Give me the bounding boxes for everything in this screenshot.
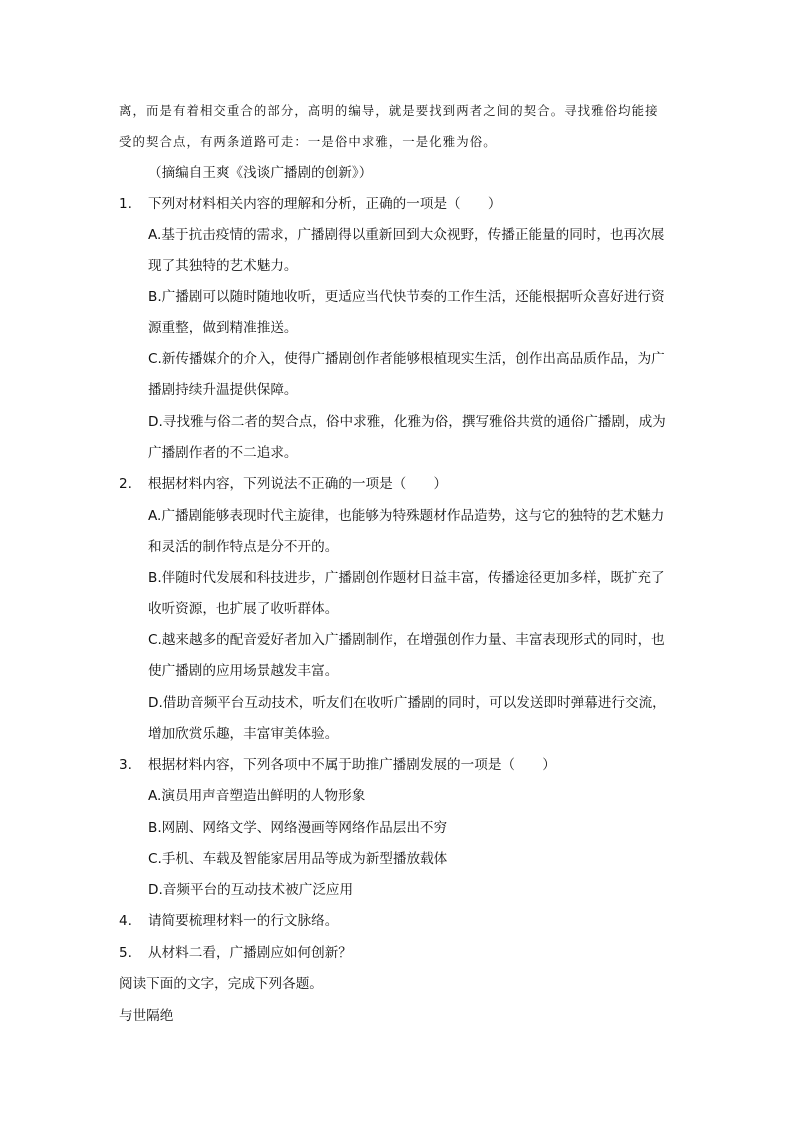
option-text: 和灵活的制作特点是分不开的。 xyxy=(148,539,339,555)
instruction-text: 阅读下面的文字，完成下列各题。 xyxy=(119,976,323,992)
option-text: 收听资源，也扩展了收听群体。 xyxy=(148,601,339,617)
option-text: 使广播剧的应用场景越发丰富。 xyxy=(148,663,339,679)
question-stem: 根据材料内容，下列说法不正确的一项是（ ） xyxy=(148,476,448,492)
intro-line-1: 离，而是有着相交重合的部分，高明的编导，就是要找到两者之间的契合。寻找雅俗均能接 xyxy=(119,103,659,118)
option-text: 现了其独特的艺术魅力。 xyxy=(148,258,298,274)
option-text: B.伴随时代发展和科技进步，广播剧创作题材日益丰富，传播途径更加多样，既扩充了 xyxy=(148,570,665,586)
question-number: 3. xyxy=(119,757,132,773)
option-text: C.手机、车载及智能家居用品等成为新型播放载体 xyxy=(148,851,448,867)
option-text: B.网剧、网络文学、网络漫画等网络作品层出不穷 xyxy=(148,820,448,836)
option-text: D.寻找雅与俗二者的契合点，俗中求雅，化雅为俗，撰写雅俗共赏的通俗广播剧，成为 xyxy=(148,414,666,430)
option-text: 源重整，做到精准推送。 xyxy=(148,320,298,336)
question-number: 1. xyxy=(119,196,132,212)
question-number: 4. xyxy=(119,913,132,929)
option-text: A.基于抗击疫情的需求，广播剧得以重新回到大众视野，传播正能量的同时，也再次展 xyxy=(148,227,665,243)
question-stem: 从材料二看，广播剧应如何创新？ xyxy=(148,945,352,961)
question-stem: 根据材料内容，下列各项中不属于助推广播剧发展的一项是（ ） xyxy=(148,757,556,773)
option-text: A.演员用声音塑造出鲜明的人物形象 xyxy=(148,788,366,804)
question-stem: 请简要梳理材料一的行文脉络。 xyxy=(148,913,339,929)
option-text: D.借助音频平台互动技术，听友们在收听广播剧的同时，可以发送即时弹幕进行交流， xyxy=(148,695,666,711)
option-text: C.越来越多的配音爱好者加入广播剧制作，在增强创作力量、丰富表现形式的同时，也 xyxy=(148,632,665,648)
source-citation: （摘编自王爽《浅谈广播剧的创新》） xyxy=(148,165,373,181)
option-text: D.音频平台的互动技术被广泛应用 xyxy=(148,882,354,898)
option-text: A.广播剧能够表现时代主旋律，也能够为特殊题材作品造势，这与它的独特的艺术魅力 xyxy=(148,508,665,524)
question-number: 2. xyxy=(119,476,132,492)
option-text: 广播剧作者的不二追求。 xyxy=(148,445,298,461)
option-text: 播剧持续升温提供保障。 xyxy=(148,382,298,398)
question-number: 5. xyxy=(119,945,132,961)
option-text: 增加欣赏乐趣，丰富审美体验。 xyxy=(148,726,339,742)
option-text: B.广播剧可以随时随地收听，更适应当代快节奏的工作生活，还能根据听众喜好进行资 xyxy=(148,289,665,305)
intro-line-2: 受的契合点，有两条道路可走：一是俗中求雅，一是化雅为俗。 xyxy=(119,134,497,149)
option-text: C.新传播媒介的介入，使得广播剧创作者能够根植现实生活，创作出高品质作品，为广 xyxy=(148,351,665,367)
passage-title: 与世隔绝 xyxy=(119,1008,174,1024)
question-stem: 下列对材料相关内容的理解和分析，正确的一项是（ ） xyxy=(148,196,502,212)
